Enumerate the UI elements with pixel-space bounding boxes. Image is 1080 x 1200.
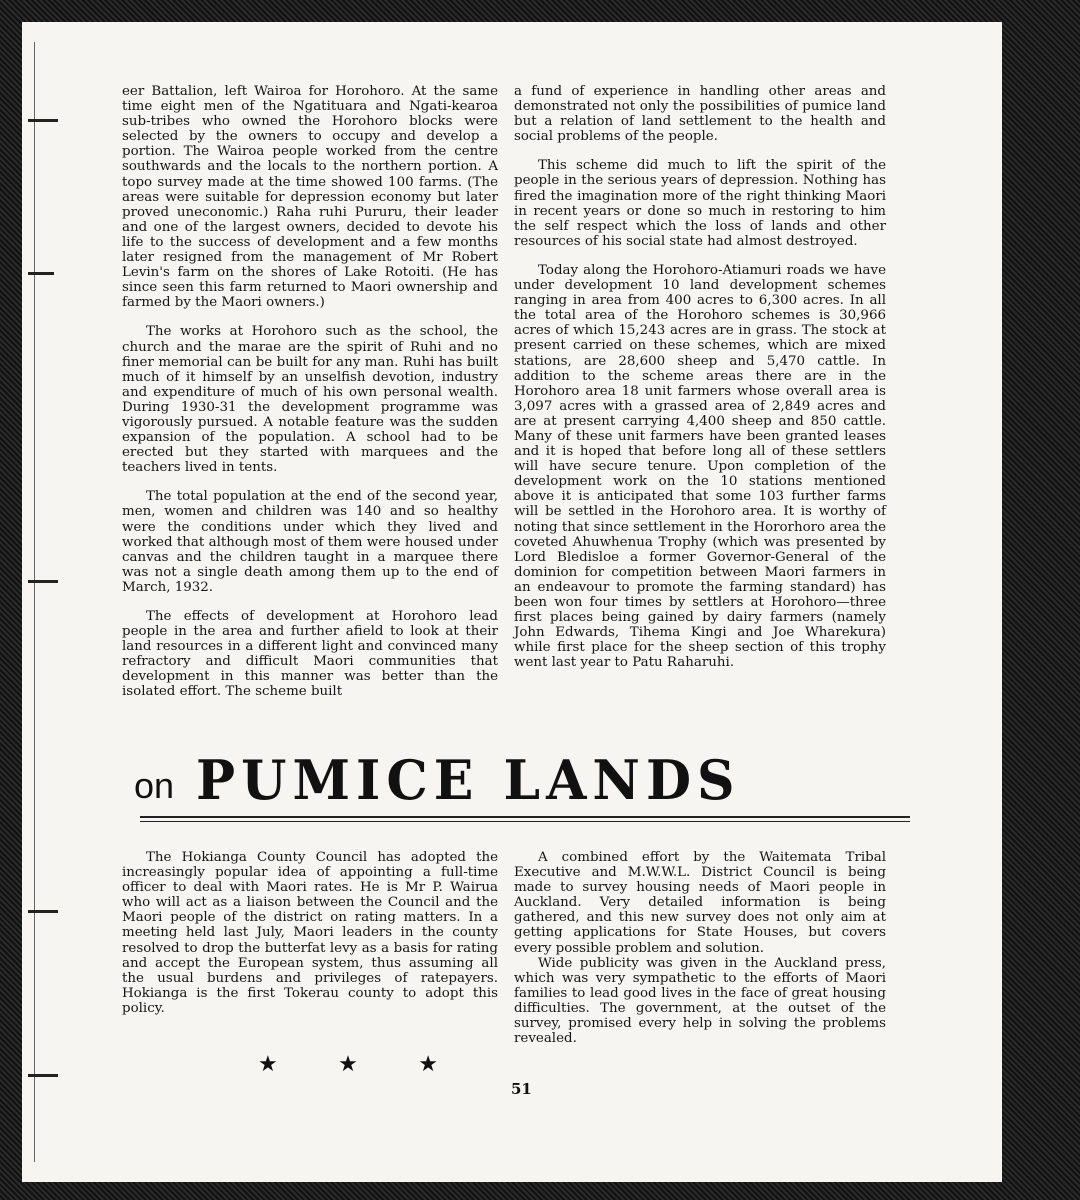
heading-title: PUMICE LANDS	[196, 748, 741, 813]
paragraph: Wide publicity was given in the Auckland press, which was very sympathetic to the efforts of Maori families to lead good lives in the face of great housing difficulties. The government, at the outset of the survey, promised every help in solving the problems revealed.	[514, 955, 886, 1047]
right-edge	[982, 22, 1002, 1182]
article-column-top-left	[122, 84, 498, 714]
paragraph: The total population at the end of the second year, men, women and children was 140 and so healthy were the conditions under which they lived and worked that although most of them were housed under canvas and the children taught in a marquee there was not a single death among them up to the end of March, 1932.	[122, 489, 498, 595]
paragraph: The effects of development at Horohoro lead people in the area and further afield to look at their land resources in a different light and convinced many refractory and difficult Maori communities that development in this manner was better than the isolated effort. The scheme built	[122, 609, 498, 700]
page-number: 51	[511, 1080, 532, 1098]
binding-line	[34, 42, 35, 1162]
paragraph: a fund of experience in handling other areas and demonstrated not only the possibilities of pumice land but a relation of land settlement to the health and social problems of the people.	[514, 84, 886, 145]
binding-mark	[28, 119, 58, 122]
binding-mark	[28, 1074, 58, 1077]
paragraph: This scheme did much to lift the spirit of the people in the serious years of depression. Nothing has fired the imagination more of the right thinking Maori in recent years or done so much in restoring to him the self respect which the loss of lands and other resources of his social state had almost destroyed.	[514, 158, 886, 249]
magazine-page	[22, 22, 1002, 1182]
paragraph: A combined effort by the Waitemata Tribal Executive and M.W.W.L. District Council is being made to survey housing needs of Maori people in Auckland. Very detailed information is being gathered, and this new survey does not only aim at getting applications for State Houses, but covers every possible problem and solution.	[514, 850, 886, 956]
heading-prefix: on	[134, 765, 175, 806]
binding-margin	[22, 22, 82, 1182]
star-icon: ★	[258, 1052, 278, 1077]
binding-mark	[28, 580, 58, 583]
binding-mark	[28, 272, 54, 275]
paragraph: eer Battalion, left Wairoa for Horohoro. At the same time eight men of the Ngatituara and Ngati-kearoa sub-tribes who owned the Horohoro blocks were selected by the owners to occupy and develop a portion. The Wairoa people worked from the centre southwards and the locals to the northern portion. A topo survey made at the time showed 100 farms. (The areas were suitable for depression economy but later proved uneconomic.) Raha ruhi Pururu, their leader and one of the largest owners, decided to devote his life to the success of development and a few months later resigned from the management of Mr Robert Levin's farm on the shores of Lake Rotoiti. (He has since seen this farm returned to Maori ownership and farmed by the Maori owners.)	[122, 84, 498, 311]
article-column-top-right	[514, 84, 886, 684]
section-heading	[134, 748, 741, 813]
divider-rule	[140, 821, 910, 822]
news-column-bottom-left	[122, 850, 498, 1030]
news-column-bottom-right	[514, 850, 886, 1060]
divider-rule	[140, 816, 910, 818]
paragraph: The Hokianga County Council has adopted the increasingly popular idea of appointing a full-time officer to deal with Maori rates. He is Mr P. Wairua who will act as a liaison between the Council and the Maori people of the district on rating matters. In a meeting held last July, Maori leaders in the county resolved to drop the butterfat levy as a basis for rating and accept the European system, thus assuming all the usual burdens and privileges of ratepayers. Hokianga is the first Tokerau county to adopt this policy.	[122, 850, 498, 1016]
section-stars	[258, 1052, 438, 1077]
star-icon: ★	[338, 1052, 358, 1077]
paragraph: The works at Horohoro such as the school, the church and the marae are the spirit of Ruhi and no finer memorial can be built for any man. Ruhi has built much of it himself by an unselfish devotion, industry and expenditure of much of his own personal wealth. During 1930-31 the development programme was vigorously pursued. A notable feature was the sudden expansion of the population. A school had to be erected but they started with marquees and the teachers lived in tents.	[122, 324, 498, 476]
star-icon: ★	[418, 1052, 438, 1077]
binding-mark	[28, 910, 58, 913]
paragraph: Today along the Horohoro-Atiamuri roads we have under development 10 land development schemes ranging in area from 400 acres to 6,300 acres. In all the total area of the Horohoro schemes is 30,966 acres of which 15,243 acres are in grass. The stock at present carried on these schemes, which are mixed stations, are 28,600 sheep and 5,470 cattle. In addition to the scheme areas there are in the Horohoro area 18 unit farmers whose overall area is 3,097 acres with a grassed area of 2,849 acres and are at present carrying 4,400 sheep and 850 cattle. Many of these unit farmers have been granted leases and it is hoped that before long all of these settlers will have secure tenure. Upon completion of the development work on the 10 stations mentioned above it is anticipated that some 103 further farms will be settled in the Horohoro area. It is worthy of noting that since settlement in the Hororhoro area the coveted Ahuwhenua Trophy (which was presented by Lord Bledisloe a former Governor-General of the dominion for competition between Maori farmers in an endeavour to promote the farming standard) has been won four times by settlers at Horohoro—three first places being gained by dairy farmers (namely John Edwards, Tihema Kingi and Joe Wharekura) while first place for the sheep section of this trophy went last year to Patu Raharuhi.	[514, 262, 886, 671]
